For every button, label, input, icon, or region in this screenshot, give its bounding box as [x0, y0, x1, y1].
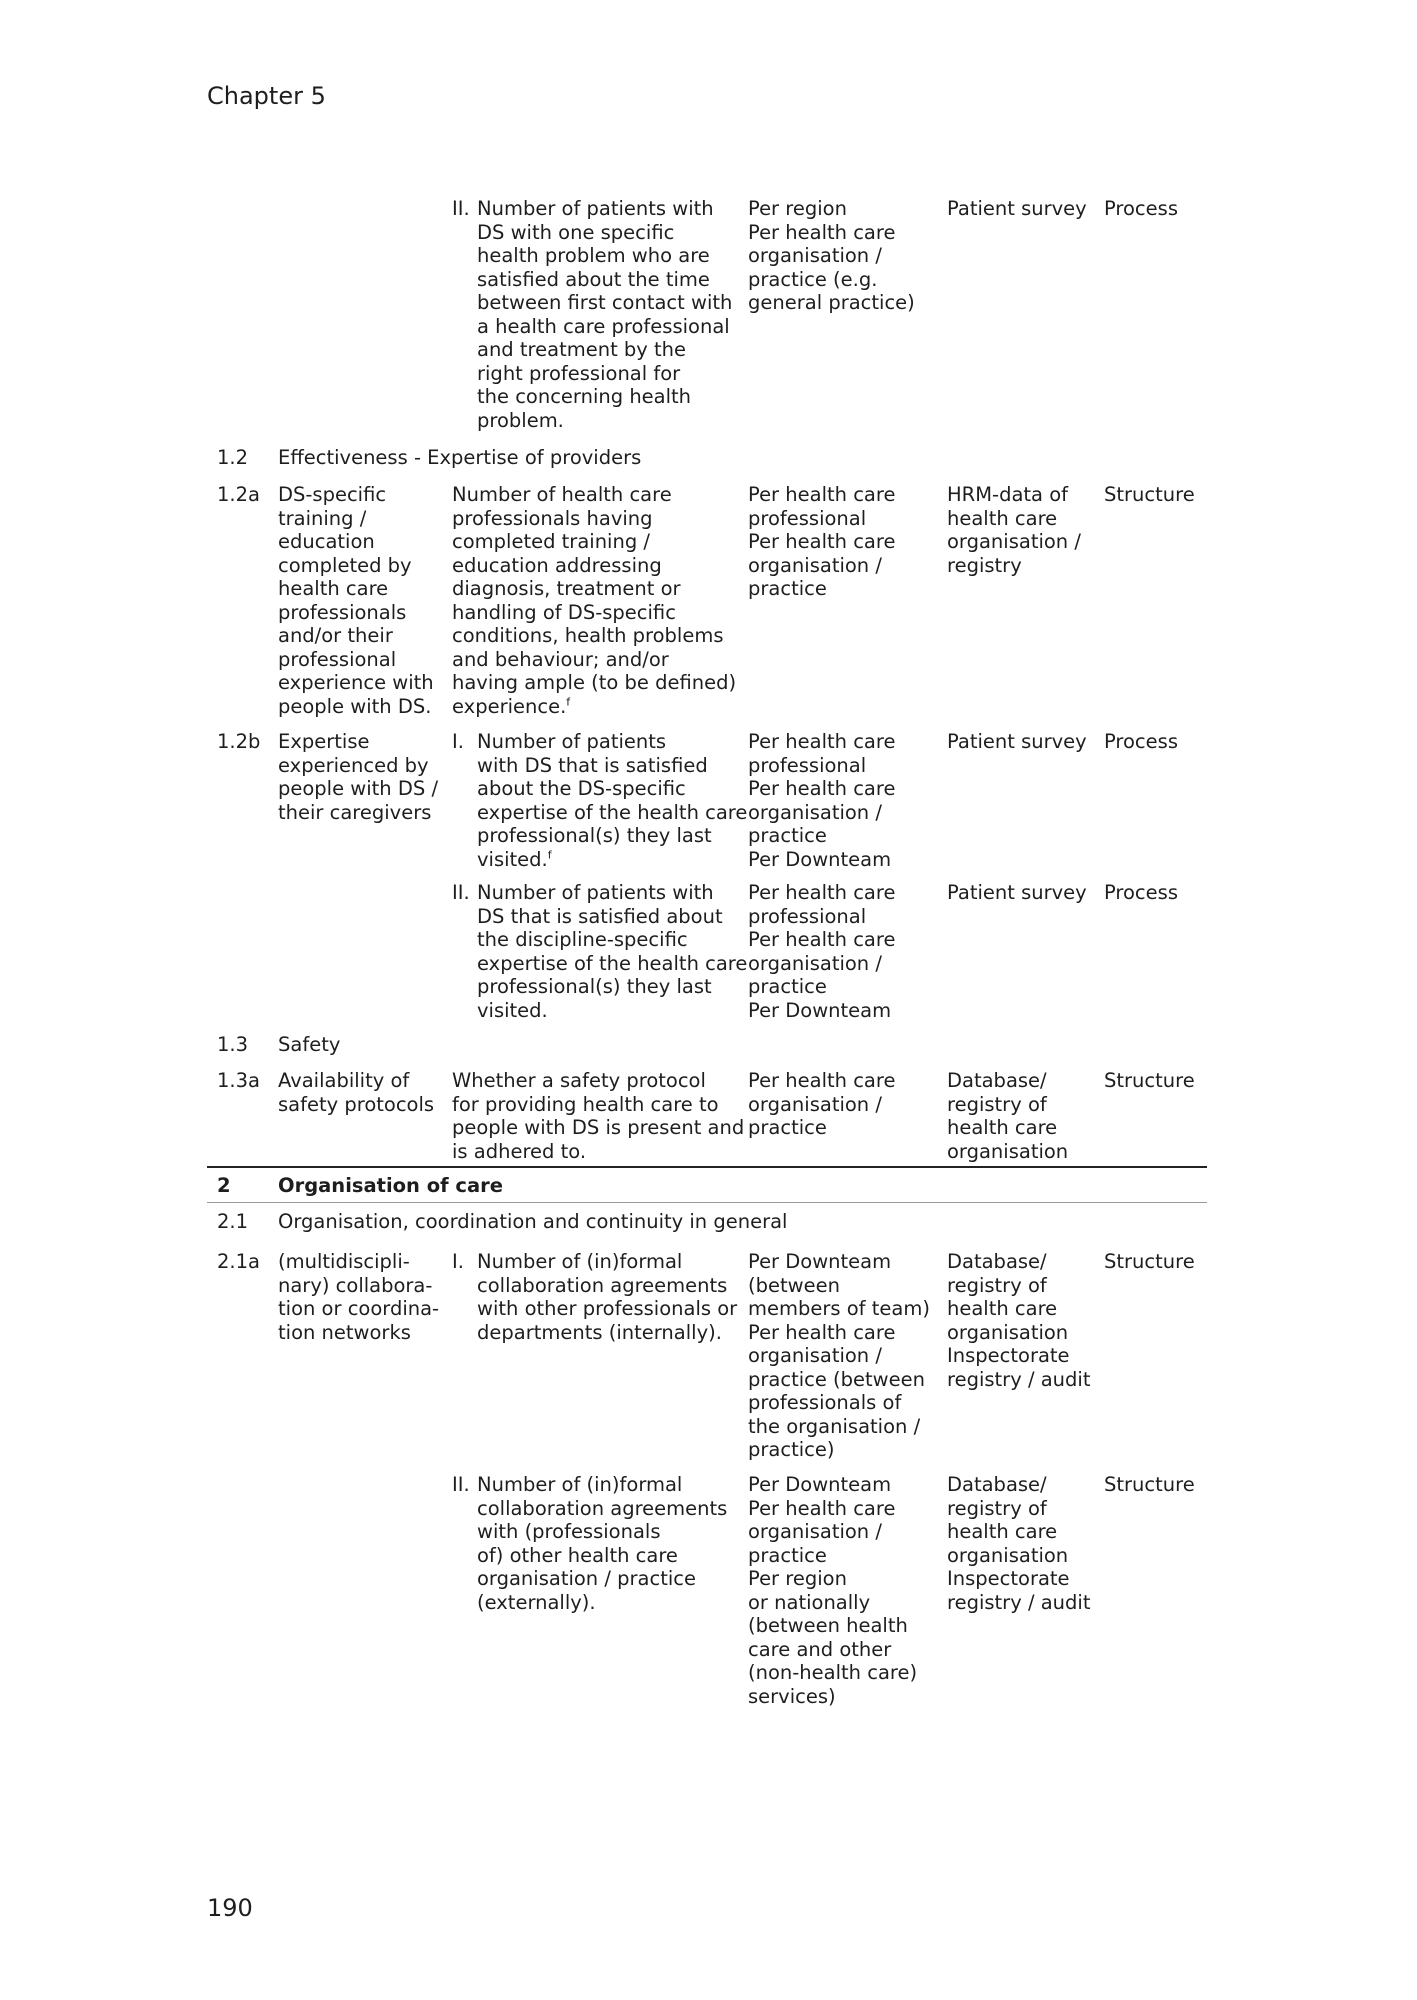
- data-source: Database/ registry of health care organisation: [947, 1069, 1069, 1163]
- indicator-name: DS-specific training / education completed by health care professionals and/or their professional experience with people with DS.: [278, 483, 434, 718]
- data-source: Patient survey: [947, 197, 1087, 220]
- indicator-type: Structure: [1104, 1069, 1195, 1092]
- indicator-number: 1.2b: [217, 730, 261, 753]
- indicator-description: Number of patients with DS with one specific health problem who are satisfied about the time between first contact with a health care professional and treatment by the right professional for the concerning health problem.: [477, 197, 733, 432]
- section-number: 1.2: [217, 446, 249, 469]
- data-source: Database/ registry of health care organisation Inspectorate registry / audit: [947, 1250, 1091, 1391]
- section-title: Organisation of care: [278, 1174, 503, 1197]
- measurement-level: Per Downteam (between members of team) Per health care organisation / practice (between professionals of the organisation / practice): [748, 1250, 930, 1461]
- measurement-level: Per health care organisation / practice: [748, 1069, 896, 1139]
- indicator-number: 2.1a: [217, 1250, 260, 1273]
- item-marker: I.: [452, 730, 464, 753]
- measurement-level: Per health care professional Per health care organisation / practice Per Downteam: [748, 881, 896, 1022]
- measurement-level: Per health care professional Per health care organisation / practice: [748, 483, 896, 600]
- footnote-marker: f: [566, 695, 571, 708]
- page-number: 190: [207, 1894, 253, 1922]
- measurement-level: Per region Per health care organisation / practice (e.g. general practice): [748, 197, 915, 314]
- table-divider: [207, 1202, 1207, 1203]
- indicator-type: Process: [1104, 197, 1178, 220]
- indicator-type: Structure: [1104, 1473, 1195, 1496]
- indicator-number: 1.3a: [217, 1069, 260, 1092]
- measurement-level: Per health care professional Per health care organisation / practice Per Downteam: [748, 730, 896, 871]
- indicator-description: Number of (in)formal collaboration agreements with other professionals or departments (internally).: [477, 1250, 738, 1344]
- footnote-marker: f: [547, 848, 552, 861]
- data-source: HRM-data of health care organisation / registry: [947, 483, 1081, 577]
- item-marker: II.: [452, 1473, 470, 1496]
- item-marker: II.: [452, 197, 470, 220]
- measurement-level: Per Downteam Per health care organisation / practice Per region or nationally (between health care and other (non-health care) services): [748, 1473, 918, 1708]
- data-source: Patient survey: [947, 881, 1087, 904]
- section-number: 2.1: [217, 1210, 249, 1233]
- indicator-description: Number of patients with DS that is satisfied about the DS-specific expertise of the health care professional(s) they last visited.$^f$: [477, 730, 748, 871]
- indicator-description: Number of (in)formal collaboration agreements with (professionals of) other health care organisation / practice (externally).: [477, 1473, 728, 1614]
- indicator-number: 1.2a: [217, 483, 260, 506]
- section-title: Safety: [278, 1033, 341, 1056]
- item-marker: I.: [452, 1250, 464, 1273]
- indicator-name: Expertise experienced by people with DS / their caregivers: [278, 730, 439, 824]
- indicator-description: Number of patients with DS that is satisfied about the discipline-specific expertise of the health care professional(s) they last visited.: [477, 881, 748, 1022]
- data-source: Patient survey: [947, 730, 1087, 753]
- indicator-type: Structure: [1104, 483, 1195, 506]
- indicator-type: Process: [1104, 730, 1178, 753]
- section-number: 2: [217, 1174, 231, 1197]
- indicator-description: Whether a safety protocol for providing health care to people with DS is present and is adhered to.: [452, 1069, 745, 1163]
- indicator-type: Process: [1104, 881, 1178, 904]
- indicator-description: Number of health care professionals having completed training / education addressing diagnosis, treatment or handling of DS-specific conditions, health problems and behaviour; and/or having ample (to be defined) experience.$^f$: [452, 483, 737, 718]
- item-marker: II.: [452, 881, 470, 904]
- section-title: Organisation, coordination and continuity in general: [278, 1210, 788, 1233]
- indicator-name: Availability of safety protocols: [278, 1069, 435, 1116]
- data-source: Database/ registry of health care organisation Inspectorate registry / audit: [947, 1473, 1091, 1614]
- indicator-type: Structure: [1104, 1250, 1195, 1273]
- chapter-heading: Chapter 5: [207, 82, 326, 110]
- section-title: Effectiveness - Expertise of providers: [278, 446, 642, 469]
- section-number: 1.3: [217, 1033, 249, 1056]
- indicator-name: (multidiscipli- nary) collabora- tion or coordina- tion networks: [278, 1250, 440, 1344]
- table-divider: [207, 1166, 1207, 1168]
